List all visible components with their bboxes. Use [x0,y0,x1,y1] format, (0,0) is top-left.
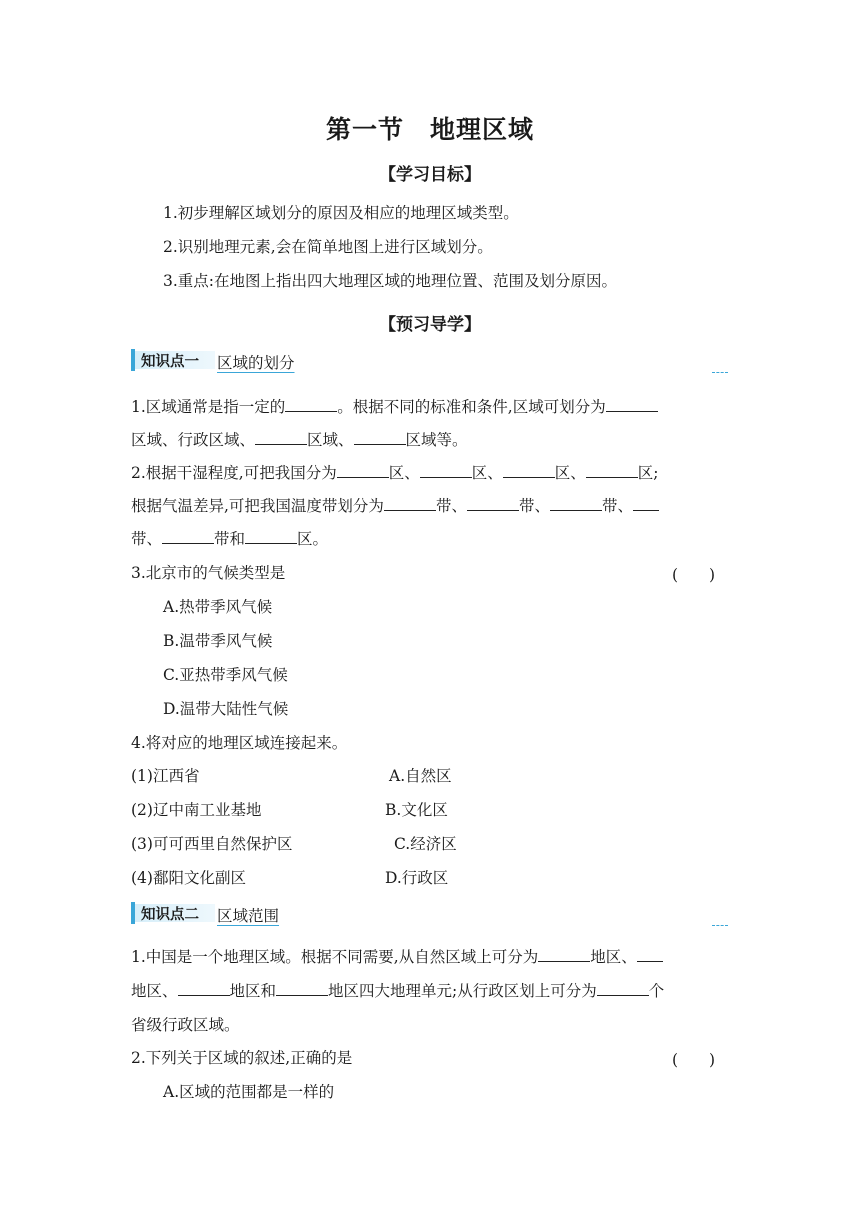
section-heading-goals: 【学习目标】 [379,165,481,185]
match-left-item[interactable]: (4)鄱阳文化副区 [131,869,246,887]
fill-blank[interactable] [178,981,230,996]
knowledge-point-title: 区域的划分 [217,354,295,372]
match-left-item[interactable]: (1)江西省 [131,767,200,785]
dotted-rule [712,925,728,926]
option-c[interactable]: C.亚热带季风气候 [163,666,288,684]
match-right-item[interactable]: A.自然区 [389,767,452,785]
fill-blank[interactable] [538,947,590,962]
fill-blank[interactable] [245,529,297,544]
option-d[interactable]: D.温带大陆性气候 [163,700,289,718]
knowledge-point-header [131,902,431,924]
fill-blank[interactable] [637,947,663,962]
dotted-rule [712,372,728,373]
question-line: 带、 带和 区。 [131,530,329,548]
question-line: 2.根据干湿程度,可把我国分为 区、 区、 区、 区; [131,464,659,482]
fill-blank[interactable] [285,397,337,412]
knowledge-point-header [131,349,431,371]
fill-blank[interactable] [354,430,406,445]
option-a[interactable]: A.热带季风气候 [163,598,273,616]
fill-blank[interactable] [255,430,307,445]
fill-blank[interactable] [467,496,519,511]
goal-item: 2.识别地理元素,会在简单地图上进行区域划分。 [163,238,493,256]
question-line: 区域、行政区域、 区域、 区域等。 [131,431,468,449]
question-stem: 3.北京市的气候类型是 [131,564,286,582]
knowledge-point-title: 区域范围 [217,907,280,925]
fill-blank[interactable] [586,463,638,478]
question-line: 地区、 地区和 地区四大地理单元;从行政区划上可分为 个 [131,982,665,1000]
fill-blank[interactable] [597,981,649,996]
knowledge-point-tag: 知识点二 [141,907,199,923]
answer-bracket[interactable]: ( ) [672,566,716,584]
question-line: 1.区域通常是指一定的 。根据不同的标准和条件,区域可划分为 [131,397,658,417]
fill-blank[interactable] [162,529,214,544]
fill-blank[interactable] [337,463,389,478]
match-right-item[interactable]: D.行政区 [385,869,449,887]
question-line: 根据气温差异,可把我国温度带划分为 带、 带、 带、 [131,496,659,516]
fill-blank[interactable] [550,496,602,511]
question-stem: 4.将对应的地理区域连接起来。 [131,734,348,752]
fill-blank[interactable] [384,496,436,511]
knowledge-point-tag: 知识点一 [141,354,199,370]
goal-item: 3.重点:在地图上指出四大地理区域的地理位置、范围及划分原因。 [163,272,618,290]
fill-blank[interactable] [606,397,658,412]
fill-blank[interactable] [276,981,328,996]
fill-blank[interactable] [633,496,659,511]
match-left-item[interactable]: (3)可可西里自然保护区 [131,835,293,853]
page-title: 第一节 地理区域 [325,115,535,144]
question-stem: 2.下列关于区域的叙述,正确的是 [131,1049,353,1067]
match-left-item[interactable]: (2)辽中南工业基地 [131,801,262,819]
match-right-item[interactable]: C.经济区 [394,835,457,853]
option-b[interactable]: B.温带季风气候 [163,632,273,650]
fill-blank[interactable] [420,463,472,478]
match-right-item[interactable]: B.文化区 [385,801,448,819]
question-line: 省级行政区域。 [131,1016,240,1034]
section-heading-preview: 【预习导学】 [379,315,481,335]
goal-item: 1.初步理解区域划分的原因及相应的地理区域类型。 [163,204,519,222]
answer-bracket[interactable]: ( ) [672,1051,716,1069]
fill-blank[interactable] [503,463,555,478]
option-a[interactable]: A.区域的范围都是一样的 [163,1083,335,1101]
question-line: 1.中国是一个地理区域。根据不同需要,从自然区域上可分为 地区、 [131,947,663,967]
